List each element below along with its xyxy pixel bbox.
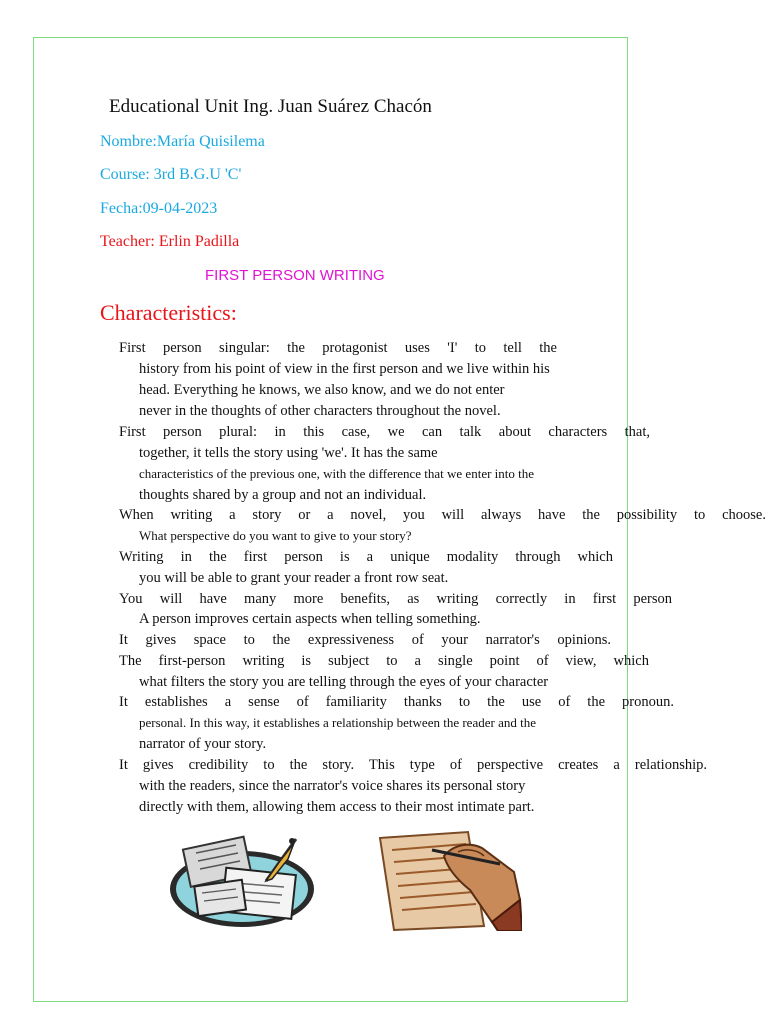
characteristics-heading: Characteristics: [100,300,237,325]
text-line: What perspective do you want to give to your story? [139,528,412,543]
date: Fecha:09-04-2023 [100,200,218,217]
text-line: When writing a story or a novel, you will always have the possibility to choose. [119,507,766,523]
text-line: history from his point of view in the first person and we live within his [139,361,550,377]
text-line: thoughts shared by a group and not an individual. [139,487,427,503]
text-line: First person plural: in this case, we can talk about characters that, [119,424,650,440]
text-line: The first-person writing is subject to a single point of view, which [119,653,649,669]
text-line: with the readers, since the narrator's voice shares its personal story [139,778,526,794]
text-line: directly with them, allowing them access to their most intimate part. [139,799,535,815]
text-line: Writing in the first person is a unique modality through which [119,549,613,565]
text-line: personal. In this way, it establishes a relationship between the reader and the [139,715,536,730]
text-line: A person improves certain aspects when telling something. [139,611,481,627]
papers-pen-clipart [166,831,318,931]
text-line: head. Everything he knows, we also know, and we do not enter [139,382,505,398]
text-line: together, it tells the story using 'we'. It has the same [139,445,438,461]
text-line: First person singular: the protagonist uses 'I' to tell the [119,340,557,356]
teacher: Teacher: Erlin Padilla [100,233,240,250]
text-line: you will be able to grant your reader a front row seat. [139,570,449,586]
text-line: It gives credibility to the story. This type of perspective creates a relationship. [119,757,707,773]
course: Course: 3rd B.G.U 'C' [100,166,242,183]
student-name: Nombre:María Quisilema [100,133,265,150]
text-line: It establishes a sense of familiarity thanks to the use of the pronoun. [119,694,674,710]
school-name: Educational Unit Ing. Juan Suárez Chacón [109,96,432,117]
text-line: what filters the story you are telling through the eyes of your character [139,674,549,690]
text-line: characteristics of the previous one, with the difference that we enter into the [139,466,535,481]
text-line: It gives space to the expressiveness of your narrator's opinions. [119,632,611,648]
text-line: You will have many more benefits, as writing correctly in first person [119,591,672,607]
text-line: narrator of your story. [139,736,267,752]
text-line: never in the thoughts of other characters throughout the novel. [139,403,501,419]
document-title: FIRST PERSON WRITING [205,267,385,284]
hand-writing-clipart [374,830,522,931]
